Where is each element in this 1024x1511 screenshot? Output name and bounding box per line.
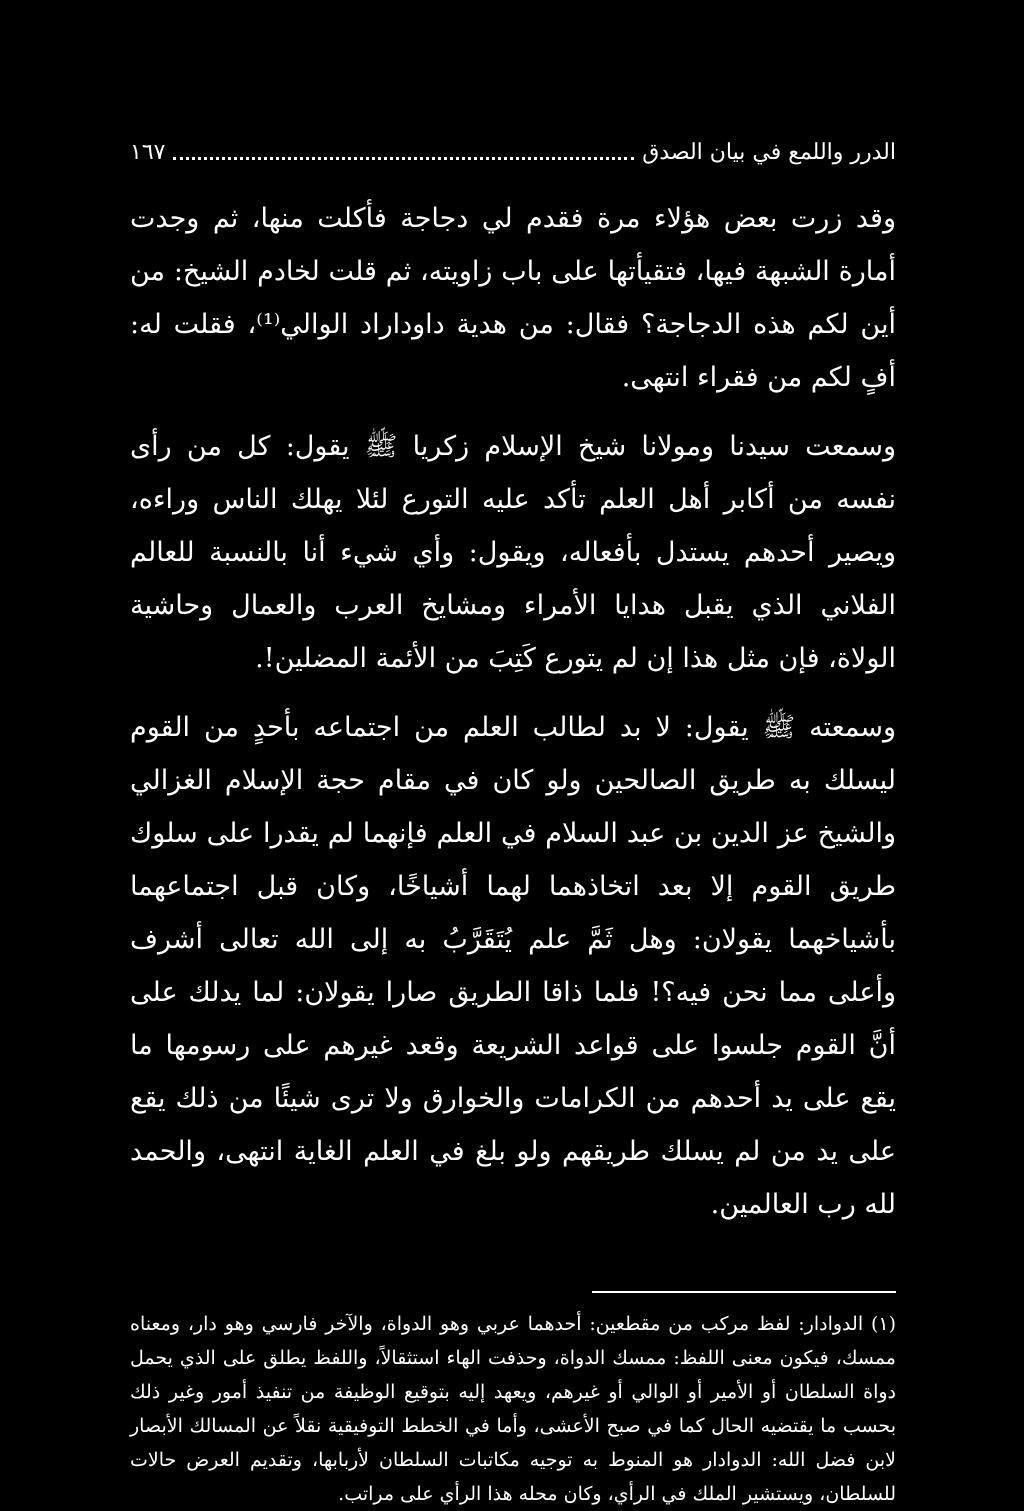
header-title: الدرر واللمع في بيان الصدق [642,139,896,165]
running-header [130,130,896,174]
book-page [130,130,897,1505]
page-number: ١٦٧ [130,139,166,165]
paragraph-1: وقد زرت بعض هؤلاء مرة فقدم لي دجاجة فأكلت منها، ثم وجدت أمارة الشبهة فيها، فتقيأتها على باب زاويته، ثم قلت لخادم الشيخ: من أين لكم هذه الدجاجة؟ فقال: من هدية داوداراد الوالي⁽¹⁾، فقلت له: أفٍ لكم من فقراء انتهى. [130,203,897,393]
paragraph-2: وسمعت سيدنا ومولانا شيخ الإسلام زكريا ﷺ يقول: كل من رأى نفسه من أكابر أهل العلم تأكد عليه التورع لئلا يهلك الناس وراءه، ويصير أحدهم يستدل بأفعاله، ويقول: وأي شيء أنا بالنسبة للعالم الفلاني الذي يقبل هدايا الأمراء ومشايخ العرب والعمال وحاشية الولاة، فإن مثل هذا إن لم يتورع كَتِبَ من الأئمة المضلين!. [130,431,896,674]
footnote-separator [592,1291,896,1293]
body-text [130,192,896,1231]
footnote-1: (١) الدوادار: لفظ مركب من مقطعين: أحدهما عربي وهو الدواة، والآخر فارسي وهو دار، ومعناه ممسك، فيكون معنى اللفظ: ممسك الدواة، وحذفت الهاء استثقالاً، واللفظ يطلق على الذي يحمل دواة السلطان أو الأمير أو الوالي أو غيرهم، ويعهد إليه بتوقيع الوظيفة من تنفيذ أمور وغير ذلك بحسب ما يقتضيه الحال كما في صبح الأعشى، وأما في الخطط التوفيقية نقلاً عن المسالك الأبصار لابن فضل الله: الدوادار هو المنوط به توجيه مكاتبات السلطان لأربابها، وتقديم العرض حالات للسلطان، ويستشير الملك في الرأي، وكان محله هذا الرأي على مراتب. [130,1313,896,1505]
header-dot-leader [173,157,634,160]
paragraph-3: وسمعته ﷺ يقول: لا بد لطالب العلم من اجتماعه بأحدٍ من القوم ليسلك به طريق الصالحين ولو كان في مقام حجة الإسلام الغزالي والشيخ عز الدين بن عبد السلام في العلم فإنهما لم يقدرا على سلوك طريق القوم إلا بعد اتخاذهما لهما أشياخًا، وكان قبل اجتماعهما بأشياخهما يقولان: وهل ثَمَّ علم يُتَقَرَّبُ به إلى الله تعالى أشرف وأعلى مما نحن فيه؟! فلما ذاقا الطريق صارا يقولان: لما يدلك على أنَّ القوم جلسوا على قواعد الشريعة وقعد غيرهم على رسومها ما يقع على يد أحدهم من الكرامات والخوارق ولا ترى شيئًا من ذلك يقع على يد من لم يسلك طريقهم ولو بلغ في العلم الغاية انتهى، والحمد لله رب العالمين. [130,712,896,1220]
